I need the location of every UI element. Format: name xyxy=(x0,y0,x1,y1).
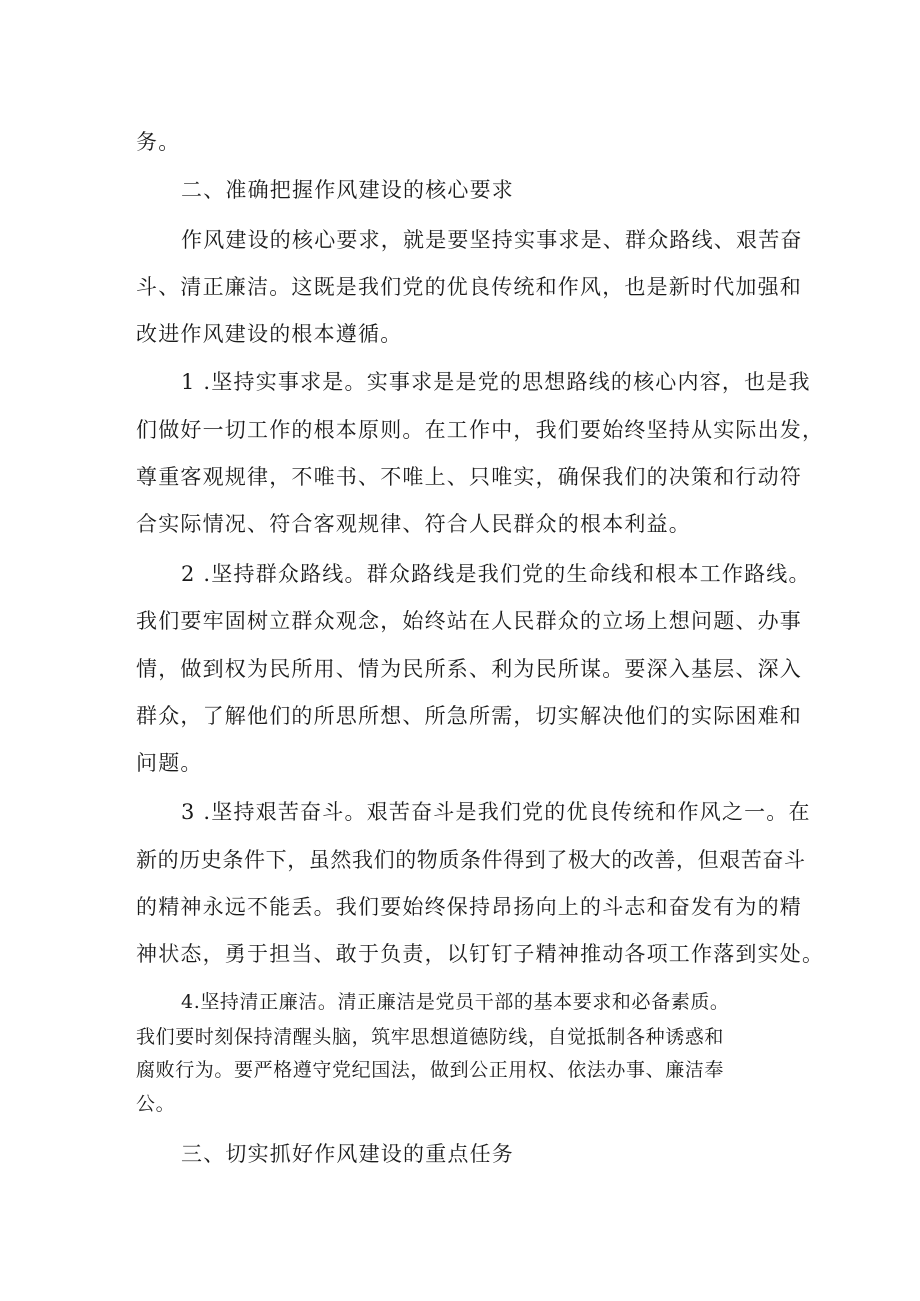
paragraph-line: 们做好一切工作的根本原则。在工作中，我们要始终坚持从实际出发， xyxy=(136,418,825,442)
paragraph-line: 1 .坚持实事求是。实事求是是党的思想路线的核心内容，也是我 xyxy=(181,370,811,394)
section-2-heading: 二、准确把握作风建设的核心要求 xyxy=(181,178,514,202)
paragraph-line: 神状态，勇于担当、敢于负责，以钉钉子精神推动各项工作落到实处。 xyxy=(136,942,825,966)
paragraph-line: 腐败行为。要严格遵守党纪国法，做到公正用权、依法办事、廉洁奉 xyxy=(136,1059,725,1081)
paragraph-line: 改进作风建设的根本遵循。 xyxy=(136,322,403,346)
paragraph-line: 公。 xyxy=(136,1093,176,1115)
paragraph-line: 作风建设的核心要求，就是要坚持实事求是、群众路线、艰苦奋 xyxy=(181,228,803,252)
paragraph-line: 问题。 xyxy=(136,751,203,775)
paragraph-line: 3 .坚持艰苦奋斗。艰苦奋斗是我们党的优良传统和作风之一。在 xyxy=(181,800,811,824)
paragraph-line: 的精神永远不能丢。我们要始终保持昂扬向上的斗志和奋发有为的精 xyxy=(136,895,802,919)
paragraph-line: 合实际情况、符合客观规律、符合人民群众的根本利益。 xyxy=(136,512,691,536)
paragraph-line: 斗、清正廉洁。这既是我们党的优良传统和作风，也是新时代加强和 xyxy=(136,275,802,299)
paragraph-line: 我们要牢固树立群众观念，始终站在人民群众的立场上想问题、办事 xyxy=(136,609,802,633)
paragraph-line: 情，做到权为民所用、情为民所系、利为民所谋。要深入基层、深入 xyxy=(136,657,802,681)
paragraph-line: 2 .坚持群众路线。群众路线是我们党的生命线和根本工作路线。 xyxy=(181,562,811,586)
paragraph-line: 群众，了解他们的所思所想、所急所需，切实解决他们的实际困难和 xyxy=(136,704,802,728)
paragraph-line: 我们要时刻保持清醒头脑，筑牢思想道德防线，自觉抵制各种诱惑和 xyxy=(136,1026,725,1048)
continuation-text: 务。 xyxy=(136,130,181,154)
paragraph-line: 4.坚持清正廉洁。清正廉洁是党员干部的基本要求和必备素质。 xyxy=(181,991,730,1013)
paragraph-line: 新的历史条件下，虽然我们的物质条件得到了极大的改善，但艰苦奋斗 xyxy=(136,848,806,872)
paragraph-line: 尊重客观规律，不唯书、不唯上、只唯实，确保我们的决策和行动符 xyxy=(136,465,802,489)
section-3-heading: 三、切实抓好作风建设的重点任务 xyxy=(181,1142,514,1166)
